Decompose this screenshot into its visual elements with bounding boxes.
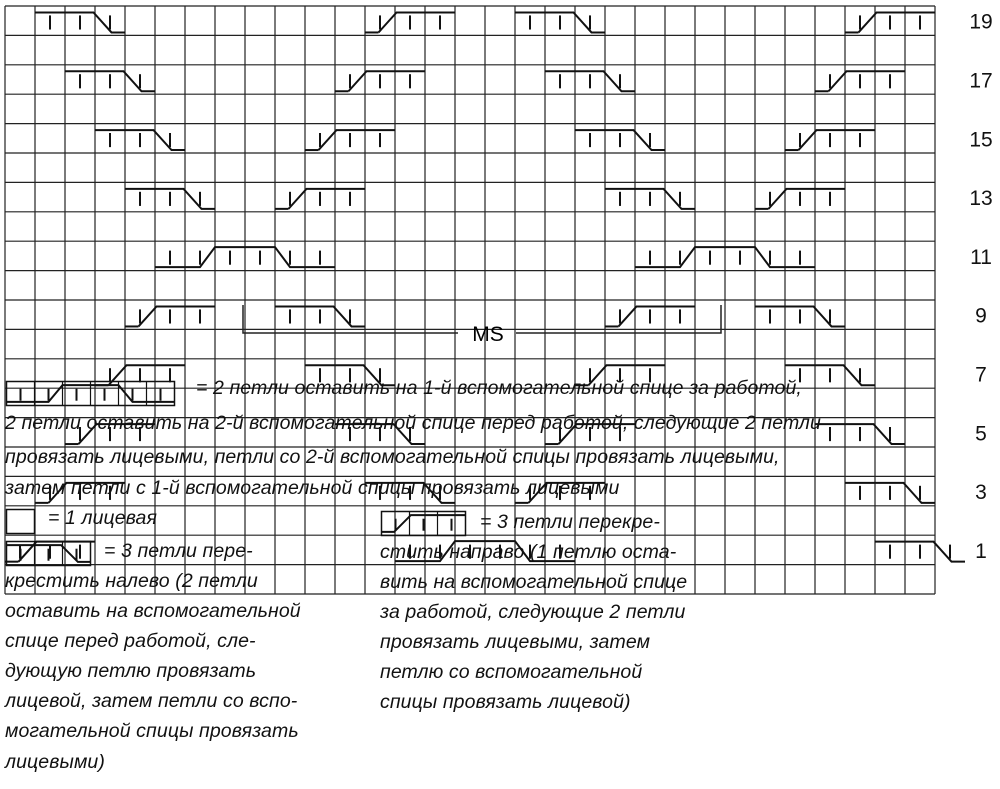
- cross-right-mark: [755, 306, 845, 326]
- repeat-label: MS: [472, 323, 504, 346]
- cross-left-mark: [305, 130, 395, 150]
- cross-right-mark: [875, 542, 965, 562]
- cable-6-text-2: 2 петли оставить на 2-й вспомогательной спице перед работой, следующие 2 петли: [5, 412, 821, 434]
- cross-left-mark: [275, 189, 365, 209]
- cross-right-text-2: стить направо (1 петлю оста-: [380, 541, 677, 563]
- cross-right-mark: [35, 12, 125, 32]
- cross-right-text-7: спицы провязать лицевой): [380, 691, 631, 713]
- row-numbers: [969, 11, 992, 563]
- cross-left-text-6: лицевой, затем петли со вспо-: [5, 690, 298, 712]
- cross-right-mark: [845, 483, 935, 503]
- row-number: 3: [975, 481, 987, 505]
- cable-6-symbol: [5, 380, 180, 410]
- cross-left-text-1: = 3 петли пере-: [104, 540, 253, 562]
- cross-right-symbol: [380, 510, 465, 536]
- cross-right-text-3: вить на вспомогательной спице: [380, 571, 688, 593]
- cross-left-mark: [785, 130, 875, 150]
- row-number: 11: [970, 245, 992, 269]
- cross-left-mark: [335, 71, 425, 91]
- cross-left-mark: [845, 12, 935, 32]
- cross-left-text-7: могательной спицы провязать: [5, 720, 299, 742]
- cross-left-text-2: крестить налево (2 петли: [5, 570, 258, 592]
- cross-left-symbol: [5, 540, 90, 566]
- cross-left-mark: [365, 12, 455, 32]
- cross-left-mark: [125, 306, 215, 326]
- cross-right-mark: [815, 424, 905, 444]
- cross-left-text-8: лицевыми): [5, 751, 105, 773]
- knit-text: = 1 лицевая: [48, 507, 158, 529]
- cross-right-text-1: = 3 петли перекре-: [480, 511, 660, 533]
- cable-6-text-1: = 2 петли оставить на 1-й вспомогательной спице за работой,: [196, 377, 802, 399]
- cross-right-mark: [275, 306, 365, 326]
- cross-left-text-3: оставить на вспомогательной: [5, 600, 301, 622]
- cable-6-text-4: затем петли с 1-й вспомогательной спицы провязать лицевыми: [5, 477, 620, 499]
- cross-left-text-5: дующую петлю провязать: [5, 660, 257, 682]
- cross-right-mark: [545, 71, 635, 91]
- cross-left-mark: [755, 189, 845, 209]
- cross-right-mark: [95, 130, 185, 150]
- cross-right-mark: [605, 189, 695, 209]
- cross-right-mark: [125, 189, 215, 209]
- cross-right-text-4: за работой, следующие 2 петли: [380, 601, 686, 623]
- cross-right-mark: [65, 71, 155, 91]
- row-number: 19: [969, 10, 993, 34]
- cross-left-text-4: спице перед работой, сле-: [5, 630, 256, 652]
- row-number: 1: [975, 539, 987, 563]
- row-number: 15: [969, 128, 993, 152]
- cross-right-mark: [515, 12, 605, 32]
- row-number: 13: [969, 187, 993, 211]
- cross-left-mark: [815, 71, 905, 91]
- row-number: 7: [975, 363, 987, 387]
- cross-right-mark: [575, 130, 665, 150]
- cross-right-text-5: провязать лицевыми, затем: [380, 631, 651, 653]
- cable-6-text-3: провязать лицевыми, петли со 2-й вспомогательной спицы провязать лицевыми,: [5, 446, 780, 468]
- cross-left-mark: [605, 306, 695, 326]
- cross-right-text-6: петлю со вспомогательной: [380, 661, 643, 683]
- knit-symbol: [5, 508, 35, 534]
- row-number: 17: [969, 69, 993, 93]
- row-number: 9: [975, 304, 987, 328]
- row-number: 5: [975, 422, 987, 446]
